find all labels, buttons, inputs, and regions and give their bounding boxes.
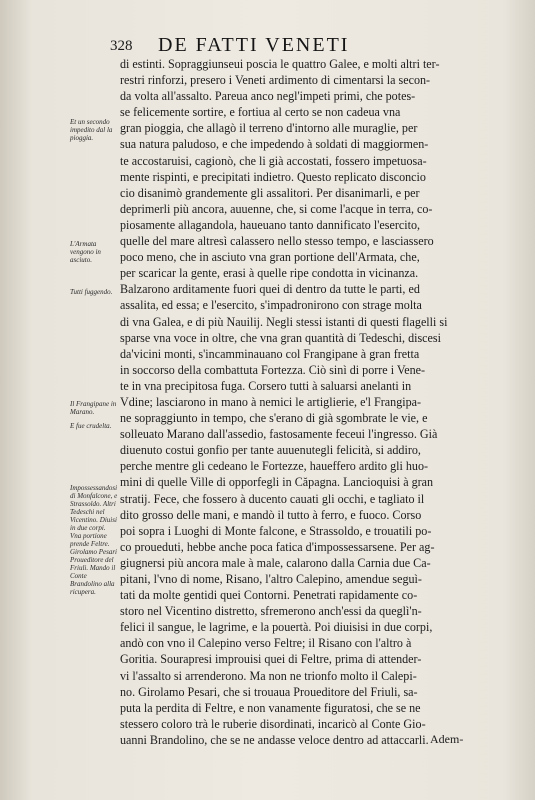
catchword: Adem- — [430, 732, 464, 746]
text-line: uanni Brandolino, che se ne andasse veloce dentro ad attaccarli. — [120, 732, 429, 747]
text-line: felici il sangue, le lagrime, e la pouertà. Poi diuisisi in due corpi, — [120, 620, 433, 635]
text-line: te accostaruisi, cagionò, che li già accostati, fossero impetuosa- — [120, 153, 427, 168]
text-line: gran pioggia, che allagò il terreno d'intorno alle muraglie, per — [120, 121, 418, 136]
text-line: di vna Galea, e di più Nauilij. Negli stessi istanti di questi flagelli si — [120, 314, 448, 329]
text-line: puta la perdita di Feltre, e non vanamente figuratosi, che se ne — [120, 700, 421, 715]
text-line: solleuato Marano dall'assedio, fastosamente feceui l'ingresso. Già — [120, 427, 438, 442]
text-line: se felicemente sortire, e fortiua al certo se non cadeua vna — [120, 105, 401, 120]
text-line: perche mentre gli cedeano le Fortezze, haueffero ardito gli huo- — [120, 459, 429, 474]
margin-note: Tutti fuggendo. — [70, 288, 113, 296]
text-line: assalita, ed essa; e l'esercito, s'impadronirono con strage molta — [120, 298, 422, 313]
text-line: dito grosso delle mani, e mandò il tutto à ferro, e fuoco. Corso — [120, 507, 422, 522]
text-line: andò con vno il Calepino verso Feltre; il Risano con l'altro à — [120, 636, 412, 651]
text-line: restri rinforzi, presero i Veneti ardimento di cimentarsi la secon- — [120, 73, 431, 88]
text-line: pitani, l'vno di nome, Risano, l'altro Calepino, amendue seguì- — [120, 572, 422, 586]
margin-note: Impossessandosi di Monfalcone, e Strassoldo. Altri Tedeschi nel Vicentino. Diuisi in due corpi. Vna portione prende Feltre. Girolamo Pesari Proueditore del Friuli. Mando il Conte Brandolino alla ricupera. — [70, 484, 118, 596]
text-line: sua natura paludoso, e che impedendo à soldati di maggiormen- — [120, 137, 429, 152]
text-line: Balzarono arditamente fuori quei di dentro da tutte le parti, ed — [120, 282, 420, 297]
margin-note: L'Armata vengono in asciuto. — [70, 240, 101, 264]
running-head: DE FATTI VENETI — [158, 34, 350, 56]
text-line: Goritia. Sourapresi improuisi quei di Feltre, prima di attender- — [120, 652, 422, 667]
text-line: no. Girolamo Pesari, che si trouaua Proueditore del Friuli, sa- — [120, 684, 418, 699]
text-line: stessero coloro trà le ruberie disordinati, incaricò al Conte Gio- — [120, 716, 426, 731]
text-line: poi sopra i Luoghi di Monte falcone, e Strassoldo, e trouatili po- — [120, 523, 432, 538]
text-line: giugnersi più ancora male à male, calarono dalla Carnia due Ca- — [120, 555, 431, 570]
text-line: da volta all'assalto. Pareua anco negl'impeti primi, che potes- — [120, 89, 416, 104]
text-line: deprimerli più ancora, auuenne, che, si come l'acque in terra, co- — [120, 201, 433, 216]
text-line: ne sopraggiunto in tempo, che s'erano di già sgombrate le vie, e — [120, 411, 428, 426]
text-line: mini di quelle Ville di opporfegli in Căpagna. Lancioquisi à gran — [120, 475, 434, 490]
text-line: storo nel Vicentino distretto, sfremerono anch'essi da queglì'n- — [120, 604, 422, 619]
text-line: da'vicini monti, s'incamminauano col Frangipane à gran fretta — [120, 346, 420, 361]
text-line: piosamente allagandola, haueuano tanto dannificato l'esercito, — [120, 217, 421, 232]
margin-note: Il Frangipane in Marano. — [70, 400, 117, 416]
text-line: per scaricar la gente, erasi à quelle ripe condotta in vicinanza. — [120, 266, 419, 281]
text-line: cio disanimò grandemente gli assalitori. Per disanimarli, e per — [120, 185, 420, 200]
text-line: Vdine; lasciarono in mano à nemici le artiglierie, e'l Frangipa- — [120, 394, 422, 409]
text-line: quelle del mare altresì calassero nello stesso tempo, e lasciassero — [120, 234, 434, 249]
text-line: sparse vna voce in oltre, che vna gran quantità di Tedeschi, discesi — [120, 330, 441, 345]
margin-note: E fue crudelta. — [70, 422, 112, 430]
text-line: poco meno, che in asciuto vna gran portione dell'Armata, che, — [120, 250, 420, 265]
page-number: 328 — [110, 38, 133, 54]
text-line: stratij. Fece, che fossero à ducento cauati gli occhi, e tagliato il — [120, 491, 425, 506]
text-line: diuenuto costui gonfio per tante auuenutegli felicità, si addiro, — [120, 443, 421, 458]
text-line: tati da molte gentidi quei Contorni. Penetrati rapidamente co- — [120, 588, 418, 603]
text-line: di estinti. Sopraggiunseui poscia le quattro Galee, e molti altri ter- — [120, 57, 440, 71]
text-line: co proueduti, hebbe anche poca fatica d'impossessarsene. Per ag- — [120, 539, 435, 554]
body-text — [120, 56, 472, 748]
text-line: in soccorso della combattuta Fortezza. Ciò sinì di porre i Vene- — [120, 362, 426, 377]
text-line: te in vna precipitosa fuga. Corsero tutti à saluarsi anelanti in — [120, 378, 412, 393]
text-line: vi l'assalto si arrenderono. Ma non ne trionfo molto il Calepi- — [120, 668, 417, 683]
text-line: mente rispinti, e precipitati indietro. Questo replicato disconcio — [120, 169, 426, 184]
margin-note: Et un secondo impedito dal la pioggia. — [70, 118, 113, 142]
